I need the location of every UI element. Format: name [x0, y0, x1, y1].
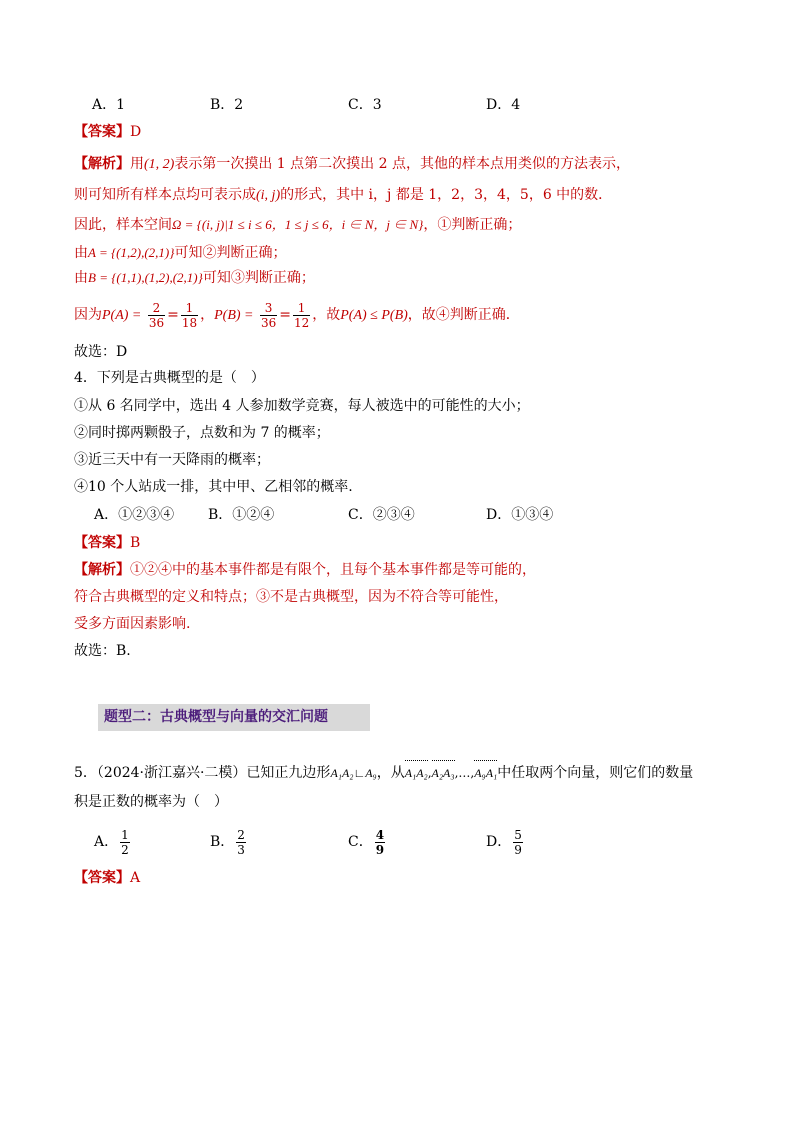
option-label: B．: [210, 834, 235, 850]
fraction: [513, 828, 523, 857]
analysis-text: 的形式，其中 i，j 都是 1，2，3，4，5，6 中的数．: [280, 187, 613, 203]
q3-analysis-line-3: [74, 215, 521, 235]
fraction: [148, 301, 165, 330]
denominator: 9: [375, 842, 385, 857]
math-expression: (1, 2): [144, 157, 175, 172]
analysis-text: 因为: [74, 307, 102, 323]
analysis-text: 因此，样本空间: [74, 217, 172, 233]
vector-symbol: A₁A₂: [405, 763, 428, 783]
numerator: 4: [375, 827, 385, 842]
section-heading: 题型二：古典概型与向量的交汇问题: [98, 704, 370, 731]
fraction: [236, 828, 246, 857]
q3-option-d: D．4: [486, 97, 521, 113]
q4-analysis-line-1: [74, 560, 536, 580]
q5-option-a: [94, 825, 132, 859]
analysis-tag: 【解析】: [74, 562, 130, 578]
q3-option-a: A．1: [92, 97, 126, 113]
fraction: [375, 828, 385, 857]
analysis-text: ，故: [312, 307, 341, 323]
q4-option-a: A．①②③④: [94, 507, 175, 523]
math-expression: A = {(1,2),(2,1)}: [88, 245, 175, 260]
q3-analysis-line-4: [74, 243, 286, 263]
analysis-text: 用: [130, 156, 144, 172]
q3-option-b: B．2: [210, 97, 244, 113]
numerator: 1: [121, 827, 129, 842]
math-expression: P(B) =: [214, 308, 254, 323]
denominator: 2: [121, 842, 129, 857]
vector-symbol: A₂A₃: [432, 763, 455, 783]
q4-item-1: ①从 6 名同学中，选出 4 人参加数学竞赛，每人被选中的可能性的大小；: [74, 398, 530, 414]
analysis-text: ，: [200, 307, 215, 323]
denominator: 18: [181, 315, 198, 330]
answer-tag: 【答案】: [74, 535, 130, 551]
fraction: [293, 301, 310, 330]
math-expression: ,: [427, 766, 432, 780]
denominator: 36: [148, 315, 165, 330]
q3-answer-line: [74, 122, 141, 142]
fraction: [181, 301, 198, 330]
q3-analysis-line-5: [74, 268, 315, 288]
numerator: 2: [237, 827, 245, 842]
answer-value: B: [130, 535, 141, 551]
q3-option-c: C．3: [348, 97, 382, 113]
question-text: ，从: [376, 765, 405, 781]
math-expression: (i, j): [256, 188, 281, 203]
q4-analysis-line-3: 受多方面因素影响.: [74, 616, 191, 632]
fraction: [260, 301, 277, 330]
q4-choose-line: 故选：B.: [74, 643, 131, 659]
analysis-text: 可知②判断正确；: [174, 245, 287, 261]
denominator: 9: [514, 842, 522, 857]
numerator: 1: [293, 301, 310, 316]
q5-stem-line-1: [74, 763, 693, 783]
analysis-text: 则可知所有样本点均可表示成: [74, 187, 256, 203]
math-expression: ,…,: [454, 766, 475, 780]
numerator: 3: [260, 301, 277, 316]
analysis-text: 可知③判断正确；: [202, 270, 315, 286]
q4-analysis-line-2: 符合古典概型的定义和特点；③不是古典概型，因为不符合等可能性，: [74, 589, 508, 605]
analysis-text: 由: [74, 245, 88, 261]
denominator: 3: [237, 842, 245, 857]
q4-item-4: ④10 个人站成一排，其中甲、乙相邻的概率.: [74, 479, 353, 495]
q3-analysis-line-2: [74, 185, 612, 206]
option-label: C．: [348, 834, 373, 850]
q5-option-b: [210, 825, 248, 859]
answer-value: A: [130, 870, 141, 886]
math-expression: =: [279, 307, 291, 323]
answer-tag: 【答案】: [74, 124, 130, 140]
q4-answer-line: [74, 533, 140, 553]
question-text: 中任取两个向量，则它们的数量: [497, 765, 694, 781]
analysis-text: 表示第一次摸出 1 点第二次摸出 2 点，其他的样本点用类似的方法表示，: [174, 156, 630, 172]
q4-option-b: B．①②④: [208, 507, 275, 523]
q4-item-2: ②同时掷两颗骰子，点数和为 7 的概率；: [74, 425, 330, 441]
fraction: [120, 828, 130, 857]
numerator: 1: [181, 301, 198, 316]
q3-choose-line: 故选：D: [74, 344, 128, 360]
denominator: 36: [260, 315, 277, 330]
q4-item-3: ③近三天中有一天降雨的概率；: [74, 452, 270, 468]
analysis-tag: 【解析】: [74, 156, 130, 172]
q5-option-c: [348, 825, 387, 859]
analysis-text: 由: [74, 270, 88, 286]
answer-value: D: [130, 124, 142, 140]
q5-option-d: [486, 825, 525, 859]
math-expression: P(A) =: [102, 308, 142, 323]
question-text: 5．（2024·浙江嘉兴·二模）已知正九边形: [74, 765, 331, 781]
numerator: 5: [514, 827, 522, 842]
analysis-text: ，故④判断正确．: [407, 307, 520, 323]
math-expression: Ω = {(i, j)|1 ≤ i ≤ 6，1 ≤ j ≤ 6，i ∈ N，j ∈ N}: [172, 217, 424, 232]
math-expression: P(A) ≤ P(B): [340, 308, 408, 323]
vector-symbol: A₉A₁: [474, 763, 497, 783]
q3-analysis-line-1: [74, 154, 630, 175]
q5-answer-line: [74, 868, 140, 888]
q4-option-c: C．②③④: [348, 507, 415, 523]
denominator: 12: [293, 315, 310, 330]
q4-stem: 4．下列是古典概型的是（ ）: [74, 370, 265, 386]
answer-tag: 【答案】: [74, 870, 130, 886]
q3-analysis-line-6: [74, 298, 520, 333]
math-expression: B = {(1,1),(1,2),(2,1)}: [88, 270, 203, 285]
math-expression: A₁A₂∟A₉: [330, 766, 377, 780]
q4-option-d: D．①③④: [486, 507, 554, 523]
q5-stem-line-2: 积是正数的概率为（ ）: [74, 794, 228, 810]
math-expression: =: [167, 307, 179, 323]
numerator: 2: [148, 301, 165, 316]
analysis-text: ，①判断正确；: [423, 217, 522, 233]
option-label: A．: [94, 834, 119, 850]
analysis-text: ①②④中的基本事件都是有限个，且每个基本事件都是等可能的，: [130, 562, 536, 578]
option-label: D．: [486, 834, 512, 850]
